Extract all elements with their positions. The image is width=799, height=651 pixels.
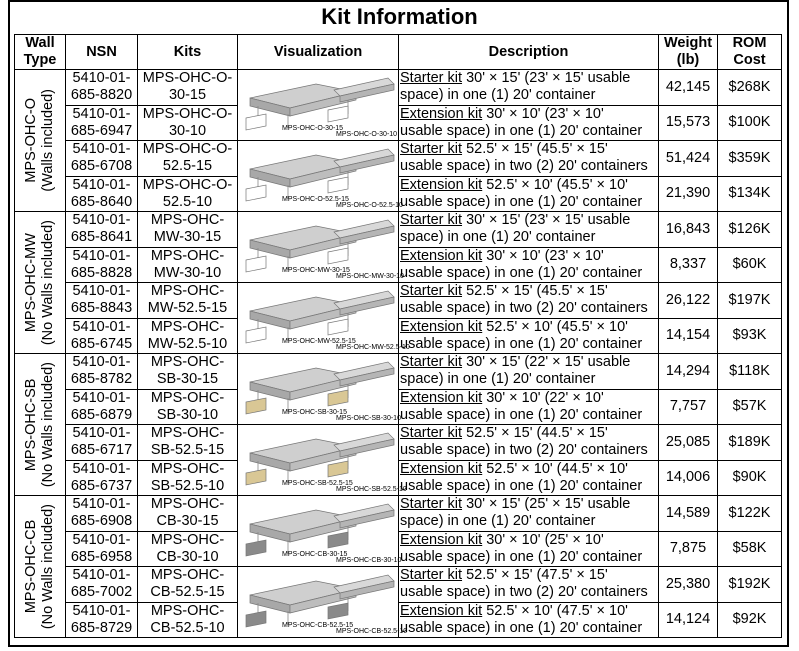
shelter-illustration (246, 291, 394, 343)
wall-type-label: MPS-OHC-CB (No Walls included) (23, 503, 56, 630)
kit-visualization-image (238, 425, 407, 495)
nsn-cell: 5410-01- 685-8641 (66, 212, 138, 248)
viz-label-a: MPS-OHC-O-52.5-15 (282, 196, 349, 203)
description-link[interactable]: Extension kit (400, 176, 483, 193)
nsn-cell: 5410-01- 685-6717 (66, 425, 138, 461)
nsn-cell: 5410-01- 685-8843 (66, 283, 138, 319)
weight-cell: 42,145 (659, 70, 718, 106)
weight-cell: 51,424 (659, 141, 718, 177)
rom-cost-cell: $60K (718, 247, 782, 283)
description-cell: Starter kit 52.5' × 15' (44.5' × 15' usable space) in two (2) 20' containers (399, 425, 659, 461)
wall-type-label: MPS-OHC-MW (No Walls included) (23, 219, 56, 346)
description-cell: Extension kit 30' × 10' (23' × 10' usable space) in one (1) 20' container (399, 247, 659, 283)
description-link[interactable]: Starter kit (400, 212, 463, 229)
table-row (15, 212, 782, 248)
description-link[interactable]: Starter kit (400, 425, 463, 442)
description-cell: Extension kit 52.5' × 10' (45.5' × 10' usable space) in one (1) 20' container (399, 318, 659, 354)
header-description: Description (399, 35, 659, 70)
viz-label-a: MPS-OHC-MW-30-15 (282, 267, 350, 274)
weight-cell: 26,122 (659, 283, 718, 319)
description-link[interactable]: Extension kit (400, 460, 483, 477)
rom-cost-cell: $58K (718, 531, 782, 567)
rom-cost-cell: $92K (718, 602, 782, 638)
viz-label-a: MPS-OHC-MW-52.5-15 (282, 338, 356, 345)
viz-label-b: MPS-OHC-SB-52.5-10 (336, 486, 407, 493)
table-row (15, 496, 782, 532)
description-cell: Starter kit 52.5' × 15' (45.5' × 15' usable space) in two (2) 20' containers (399, 141, 659, 177)
kit-cell: MPS-OHC- SB-30-10 (138, 389, 238, 425)
nsn-cell: 5410-01- 685-6745 (66, 318, 138, 354)
wall-type-label: MPS-OHC-O (Walls included) (23, 89, 56, 192)
weight-cell: 7,757 (659, 389, 718, 425)
weight-cell: 14,124 (659, 602, 718, 638)
nsn-cell: 5410-01- 685-8820 (66, 70, 138, 106)
description-link[interactable]: Extension kit (400, 247, 483, 264)
kit-cell: MPS-OHC-O- 30-15 (138, 70, 238, 106)
kit-visualization-image (238, 354, 401, 424)
table-row (15, 354, 782, 390)
shelter-illustration (246, 504, 394, 556)
kit-cell: MPS-OHC- MW-30-10 (138, 247, 238, 283)
viz-label-b: MPS-OHC-O-52.5-10 (336, 202, 403, 209)
header-wall-type: Wall Type (15, 35, 66, 70)
description-cell: Starter kit 52.5' × 15' (45.5' × 15' usable space) in two (2) 20' containers (399, 283, 659, 319)
nsn-cell: 5410-01- 685-8640 (66, 176, 138, 212)
header-row (15, 35, 782, 70)
header-visualization: Visualization (238, 35, 399, 70)
weight-cell: 14,154 (659, 318, 718, 354)
viz-label-a: MPS-OHC-CB-52.5-15 (282, 622, 354, 629)
rom-cost-cell: $268K (718, 70, 782, 106)
rom-cost-cell: $189K (718, 425, 782, 461)
kit-cell: MPS-OHC- SB-52.5-15 (138, 425, 238, 461)
rom-cost-cell: $90K (718, 460, 782, 496)
visualization-cell (238, 354, 399, 425)
viz-label-a: MPS-OHC-CB-30-15 (282, 551, 348, 558)
shelter-illustration (246, 362, 394, 414)
weight-cell: 25,085 (659, 425, 718, 461)
description-cell: Extension kit 52.5' × 10' (44.5' × 10' usable space) in one (1) 20' container (399, 460, 659, 496)
viz-label-a: MPS-OHC-O-30-15 (282, 125, 344, 132)
header-rom-cost: ROM Cost (718, 35, 782, 70)
description-cell: Starter kit 30' × 15' (22' × 15' usable space) in one (1) 20' container (399, 354, 659, 390)
rom-cost-cell: $122K (718, 496, 782, 532)
description-link[interactable]: Extension kit (400, 105, 483, 122)
description-cell: Extension kit 30' × 10' (25' × 10' usable space) in one (1) 20' container (399, 531, 659, 567)
nsn-cell: 5410-01- 685-6958 (66, 531, 138, 567)
nsn-cell: 5410-01- 685-8729 (66, 602, 138, 638)
visualization-cell (238, 283, 410, 354)
nsn-cell: 5410-01- 685-6879 (66, 389, 138, 425)
wall-type-cell (15, 70, 66, 212)
description-link[interactable]: Starter kit (400, 496, 463, 513)
kit-cell: MPS-OHC- SB-30-15 (138, 354, 238, 390)
description-link[interactable]: Starter kit (400, 283, 463, 300)
description-link[interactable]: Starter kit (400, 70, 463, 87)
weight-cell: 8,337 (659, 247, 718, 283)
nsn-cell: 5410-01- 685-8828 (66, 247, 138, 283)
description-cell: Extension kit 52.5' × 10' (45.5' × 10' usable space) in one (1) 20' container (399, 176, 659, 212)
weight-cell: 21,390 (659, 176, 718, 212)
wall-type-cell (15, 354, 66, 496)
kit-cell: MPS-OHC- CB-52.5-15 (138, 567, 238, 603)
description-cell: Extension kit 52.5' × 10' (47.5' × 10' usable space) in one (1) 20' container (399, 602, 659, 638)
wall-type-cell (15, 496, 66, 638)
visualization-cell (238, 567, 408, 638)
kit-cell: MPS-OHC- CB-52.5-10 (138, 602, 238, 638)
rom-cost-cell: $197K (718, 283, 782, 319)
rom-cost-cell: $192K (718, 567, 782, 603)
shelter-illustration (246, 149, 394, 201)
page-title: Kit Information (321, 4, 478, 29)
visualization-cell (238, 425, 407, 496)
weight-cell: 7,875 (659, 531, 718, 567)
shelter-illustration (246, 220, 394, 272)
description-link[interactable]: Extension kit (400, 531, 483, 548)
description-cell: Starter kit 30' × 15' (23' × 15' usable space) in one (1) 20' container (399, 212, 659, 248)
viz-label-b: MPS-OHC-CB-30-10 (336, 557, 402, 564)
rom-cost-cell: $134K (718, 176, 782, 212)
rom-cost-cell: $359K (718, 141, 782, 177)
viz-label-b: MPS-OHC-SB-30-10 (336, 415, 401, 422)
visualization-cell (238, 212, 404, 283)
description-cell: Extension kit 30' × 10' (23' × 10' usable space) in one (1) 20' container (399, 105, 659, 141)
visualization-cell (238, 141, 403, 212)
weight-cell: 14,006 (659, 460, 718, 496)
shelter-illustration (246, 433, 394, 485)
header-kits: Kits (138, 35, 238, 70)
kit-visualization-image (238, 283, 410, 353)
rom-cost-cell: $126K (718, 212, 782, 248)
kit-table (14, 34, 782, 638)
header-nsn: NSN (66, 35, 138, 70)
table-row (15, 567, 782, 603)
table-row (15, 425, 782, 461)
kit-cell: MPS-OHC- MW-52.5-10 (138, 318, 238, 354)
viz-label-b: MPS-OHC-MW-30-10 (336, 273, 404, 280)
weight-cell: 15,573 (659, 105, 718, 141)
shelter-illustration (246, 78, 394, 130)
header-weight: Weight (lb) (659, 35, 718, 70)
rom-cost-cell: $100K (718, 105, 782, 141)
description-cell: Starter kit 30' × 15' (25' × 15' usable space) in one (1) 20' container (399, 496, 659, 532)
rom-cost-cell: $57K (718, 389, 782, 425)
nsn-cell: 5410-01- 685-8782 (66, 354, 138, 390)
visualization-cell (238, 496, 402, 567)
kit-visualization-image (238, 141, 403, 211)
kit-cell: MPS-OHC-O- 30-10 (138, 105, 238, 141)
kit-cell: MPS-OHC- CB-30-15 (138, 496, 238, 532)
nsn-cell: 5410-01- 685-6947 (66, 105, 138, 141)
kit-cell: MPS-OHC-O- 52.5-10 (138, 176, 238, 212)
kit-cell: MPS-OHC- SB-52.5-10 (138, 460, 238, 496)
wall-type-cell (15, 212, 66, 354)
nsn-cell: 5410-01- 685-7002 (66, 567, 138, 603)
table-row (15, 70, 782, 106)
description-cell: Starter kit 30' × 15' (23' × 15' usable space) in one (1) 20' container (399, 70, 659, 106)
kit-visualization-image (238, 567, 408, 637)
nsn-cell: 5410-01- 685-6737 (66, 460, 138, 496)
kit-cell: MPS-OHC- MW-52.5-15 (138, 283, 238, 319)
rom-cost-cell: $118K (718, 354, 782, 390)
kit-visualization-image (238, 496, 402, 566)
viz-label-b: MPS-OHC-MW-52.5-10 (336, 344, 410, 351)
viz-label-b: MPS-OHC-O-30-10 (336, 131, 398, 138)
weight-cell: 25,380 (659, 567, 718, 603)
nsn-cell: 5410-01- 685-6708 (66, 141, 138, 177)
description-link[interactable]: Starter kit (400, 354, 463, 371)
description-link[interactable]: Extension kit (400, 602, 483, 619)
weight-cell: 14,294 (659, 354, 718, 390)
table-row (15, 105, 782, 141)
description-link[interactable]: Starter kit (400, 567, 463, 584)
kit-cell: MPS-OHC- MW-30-15 (138, 212, 238, 248)
wall-type-label: MPS-OHC-SB (No Walls included) (23, 361, 56, 488)
kit-visualization-image (238, 70, 398, 140)
weight-cell: 16,843 (659, 212, 718, 248)
table-row (15, 283, 782, 319)
visualization-cell (238, 70, 399, 141)
viz-label-b: MPS-OHC-CB-52.5-10 (336, 628, 408, 635)
description-link[interactable]: Extension kit (400, 389, 483, 406)
rom-cost-cell: $93K (718, 318, 782, 354)
kit-cell: MPS-OHC- CB-30-10 (138, 531, 238, 567)
table-row (15, 141, 782, 177)
description-cell: Starter kit 52.5' × 15' (47.5' × 15' usable space) in two (2) 20' containers (399, 567, 659, 603)
description-cell: Extension kit 30' × 10' (22' × 10' usable space) in one (1) 20' container (399, 389, 659, 425)
weight-cell: 14,589 (659, 496, 718, 532)
viz-label-a: MPS-OHC-SB-52.5-15 (282, 480, 353, 487)
description-link[interactable]: Extension kit (400, 318, 483, 335)
description-link[interactable]: Starter kit (400, 141, 463, 158)
nsn-cell: 5410-01- 685-6908 (66, 496, 138, 532)
kit-cell: MPS-OHC-O- 52.5-15 (138, 141, 238, 177)
kit-visualization-image (238, 212, 404, 282)
shelter-illustration (246, 575, 394, 627)
viz-label-a: MPS-OHC-SB-30-15 (282, 409, 347, 416)
